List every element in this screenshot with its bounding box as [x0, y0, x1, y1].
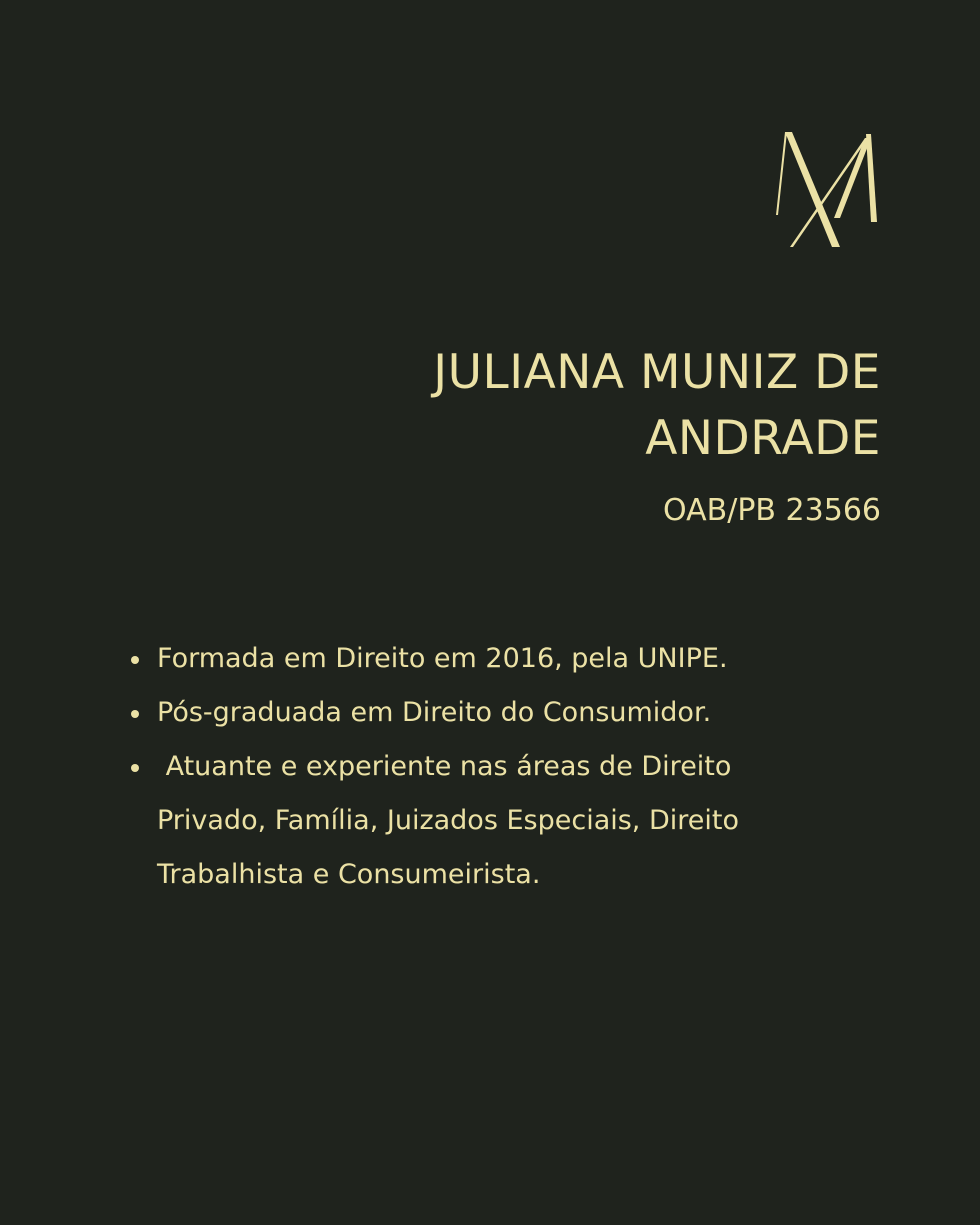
credential-text: Formada em Direito em 2016, pela UNIPE.	[157, 643, 728, 674]
bullet-dot-icon	[131, 656, 139, 664]
person-name-line1: JULIANA MUNIZ DE	[433, 345, 881, 400]
credential-item	[128, 740, 848, 902]
credential-item	[128, 686, 848, 740]
credential-text: Pós-graduada em Direito do Consumidor.	[157, 697, 712, 728]
credentials-list	[128, 632, 848, 902]
bullet-dot-icon	[131, 710, 139, 718]
monogram-logo-icon	[770, 128, 886, 252]
bullet-dot-icon	[131, 764, 139, 772]
credential-text: Atuante e experiente nas áreas de Direito Privado, Família, Juizados Especiais, Direito Trabalhista e Consumeirista.	[157, 751, 748, 890]
oab-registration: OAB/PB 23566	[663, 493, 881, 528]
person-name	[281, 340, 881, 472]
credential-item	[128, 632, 848, 686]
person-name-line2: ANDRADE	[645, 411, 881, 466]
monogram-logo	[770, 128, 886, 252]
